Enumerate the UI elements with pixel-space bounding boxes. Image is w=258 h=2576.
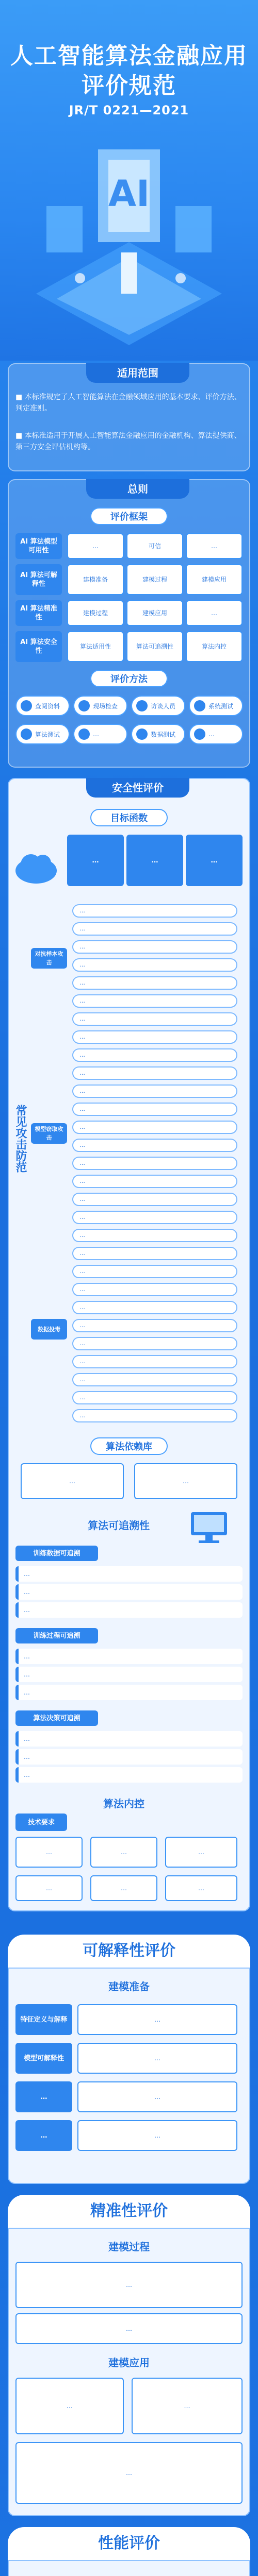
- trace-item: …: [15, 1749, 243, 1765]
- framework-item: 建模应用: [186, 564, 243, 595]
- title-line-1: 人工智能算法金融应用: [10, 43, 248, 69]
- accuracy-banner: 精准性评价: [8, 2195, 250, 2228]
- attack-item: …: [72, 1012, 237, 1026]
- attack-item: …: [72, 1066, 237, 1080]
- explain-group: 特征定义与解释: [15, 2004, 72, 2035]
- method-label: 数据测试: [151, 731, 176, 738]
- trace-group-label: 训练数据可追溯: [15, 1546, 98, 1561]
- attack-item: …: [72, 1030, 237, 1044]
- attack-item: …: [72, 976, 237, 990]
- attack-defense-label: 常见攻击防范: [14, 1105, 27, 1173]
- attack-sub-label-2: 模型窃取攻击: [31, 1123, 67, 1144]
- attack-item: …: [72, 1409, 237, 1422]
- trace-item: …: [15, 1584, 243, 1600]
- bullet-icon: ■: [15, 432, 25, 440]
- framework-item: 建模过程: [126, 564, 183, 595]
- interview-icon: [136, 700, 148, 711]
- server-icon: [15, 2571, 67, 2576]
- attack-item: …: [72, 1247, 237, 1260]
- attack-sub-label-3: 数据投毒: [31, 1319, 67, 1340]
- attack-sub-label-1: 对抗样本攻击: [31, 948, 67, 969]
- attack-item: …: [72, 1211, 237, 1224]
- explain-item: …: [77, 2043, 237, 2074]
- cloud-icon: [13, 845, 59, 891]
- attack-item: …: [72, 1157, 237, 1170]
- method-chip: [189, 696, 243, 716]
- method-chip: [131, 696, 185, 716]
- attack-item: …: [72, 922, 237, 936]
- accuracy-item: …: [132, 2378, 243, 2434]
- method-label: …: [208, 731, 215, 738]
- scope-para-1: [15, 392, 243, 414]
- scope-text-2: 本标准适用于开展人工智能算法金融应用的金融机构、算法提供商、第三方安全评估机构等。: [15, 432, 241, 451]
- accuracy-item: …: [15, 2313, 243, 2344]
- explain-group: …: [15, 2081, 72, 2112]
- attack-item: …: [72, 1193, 237, 1206]
- method-chip: [189, 724, 243, 744]
- scope-para-2: [15, 430, 243, 453]
- accuracy-item: …: [15, 2262, 243, 2308]
- method-title: 评价方法: [90, 670, 168, 687]
- method-label: 系统测试: [208, 702, 234, 710]
- attack-item: …: [72, 940, 237, 954]
- explain-item: …: [77, 2004, 237, 2035]
- framework-item: …: [67, 533, 124, 559]
- goal-item: …: [67, 835, 124, 886]
- traceability-title: 算法可追溯性: [88, 1519, 150, 1532]
- trace-item: …: [15, 1667, 243, 1682]
- attack-item: …: [72, 1229, 237, 1242]
- framework-row-label-4: AI 算法安全性: [15, 631, 62, 662]
- internal-item: …: [90, 1837, 157, 1868]
- framework-title: 评价框架: [90, 507, 168, 525]
- attack-item: …: [72, 1121, 237, 1134]
- framework-row-label-2: AI 算法可解释性: [15, 564, 62, 595]
- goal-title: 目标函数: [90, 809, 168, 826]
- framework-item: 建模准备: [67, 564, 124, 595]
- attack-item: …: [72, 994, 237, 1008]
- attack-item: …: [72, 1373, 237, 1386]
- accuracy-title-2: 建模应用: [108, 2357, 150, 2369]
- isometric-ai-illustration: [31, 129, 227, 355]
- attack-item: …: [72, 1283, 237, 1296]
- standard-code: JR/T 0221—2021: [69, 103, 189, 117]
- trace-item: …: [15, 1566, 243, 1582]
- internal-item: …: [15, 1875, 83, 1901]
- explain-group: 模型可解释性: [15, 2043, 72, 2074]
- explain-panel: [8, 1968, 250, 2184]
- title-line-2: 评价规范: [82, 73, 176, 99]
- method-label: 查阅资料: [35, 702, 60, 710]
- framework-item: …: [186, 600, 243, 626]
- overview-heading: 总则: [86, 479, 189, 499]
- trace-item: …: [15, 1731, 243, 1747]
- method-chip: [131, 724, 185, 744]
- hero-banner: [0, 0, 258, 361]
- framework-item: 算法可追溯性: [126, 631, 183, 662]
- accuracy-title-1: 建模过程: [108, 2241, 150, 2253]
- framework-row-label-3: AI 算法精准性: [15, 600, 62, 626]
- trace-item: …: [15, 1685, 243, 1700]
- attack-item: …: [72, 1103, 237, 1116]
- explain-item: …: [77, 2081, 237, 2112]
- trace-group-label: 算法决策可追溯: [15, 1710, 98, 1726]
- internal-control-title: 算法内控: [103, 1798, 144, 1810]
- attack-item: …: [72, 1391, 237, 1404]
- attack-item: …: [72, 1337, 237, 1350]
- system-icon: [194, 700, 205, 711]
- method-label: …: [93, 731, 99, 738]
- trace-group-label: 训练过程可追溯: [15, 1628, 98, 1643]
- explain-group: …: [15, 2120, 72, 2151]
- database-icon: [136, 728, 148, 740]
- page-title: [0, 41, 258, 101]
- explain-item: …: [77, 2120, 237, 2151]
- internal-tech-label: 技术要求: [15, 1814, 67, 1831]
- attack-item: …: [72, 1139, 237, 1152]
- method-chip: [15, 696, 70, 716]
- algorithm-icon: [21, 728, 32, 740]
- attack-item: …: [72, 1175, 237, 1188]
- framework-item: 算法内控: [186, 631, 243, 662]
- goal-item: …: [126, 835, 183, 886]
- trace-item: …: [15, 1649, 243, 1664]
- chart-icon: [78, 728, 90, 740]
- dependency-item: …: [134, 1463, 237, 1499]
- attack-item: …: [72, 1048, 237, 1062]
- trace-item: …: [15, 1602, 243, 1618]
- method-label: 算法测试: [35, 731, 60, 738]
- method-label: 访谈人员: [151, 702, 176, 710]
- scope-text-1: 本标准规定了人工智能算法在金融领域应用的基本要求、评价方法、判定准则。: [15, 393, 241, 413]
- internal-item: …: [90, 1875, 157, 1901]
- attack-item: …: [72, 1319, 237, 1332]
- monitor-icon: [186, 1510, 232, 1546]
- bullet-icon: ■: [15, 393, 25, 401]
- framework-item: 建模应用: [126, 600, 183, 626]
- performance-banner: 性能评价: [8, 2527, 250, 2560]
- explain-banner: 可解释性评价: [8, 1935, 250, 1968]
- dependency-title: 算法依赖库: [90, 1437, 168, 1455]
- method-chip: [73, 724, 127, 744]
- explain-title: 建模准备: [108, 1980, 150, 1993]
- safety-heading: 安全性评价: [86, 778, 189, 798]
- gear-icon: [194, 728, 205, 740]
- internal-item: …: [165, 1875, 237, 1901]
- attack-item: …: [72, 1265, 237, 1278]
- svg-text:AI: AI: [108, 173, 150, 215]
- framework-item: …: [186, 533, 243, 559]
- accuracy-item: …: [15, 2378, 124, 2434]
- method-label: 现场检查: [93, 702, 118, 710]
- framework-item: 建模过程: [67, 600, 124, 626]
- dependency-item: …: [21, 1463, 124, 1499]
- internal-item: …: [165, 1837, 237, 1868]
- framework-item: 算法适用性: [67, 631, 124, 662]
- attack-item: …: [72, 958, 237, 972]
- inspect-icon: [78, 700, 90, 711]
- framework-row-label-1: AI 算法模型可用性: [15, 533, 62, 559]
- goal-item: …: [186, 835, 243, 886]
- trace-item: …: [15, 1767, 243, 1783]
- attack-item: …: [72, 1355, 237, 1368]
- accuracy-item: …: [15, 2442, 243, 2504]
- scope-heading: 适用范围: [86, 363, 189, 383]
- document-icon: [21, 700, 32, 711]
- method-chip: [15, 724, 70, 744]
- scope-panel: [8, 363, 250, 471]
- internal-item: …: [15, 1837, 83, 1868]
- method-chip: [73, 696, 127, 716]
- framework-item: 可信: [126, 533, 183, 559]
- attack-item: …: [72, 904, 237, 918]
- attack-item: …: [72, 1084, 237, 1098]
- attack-item: …: [72, 1301, 237, 1314]
